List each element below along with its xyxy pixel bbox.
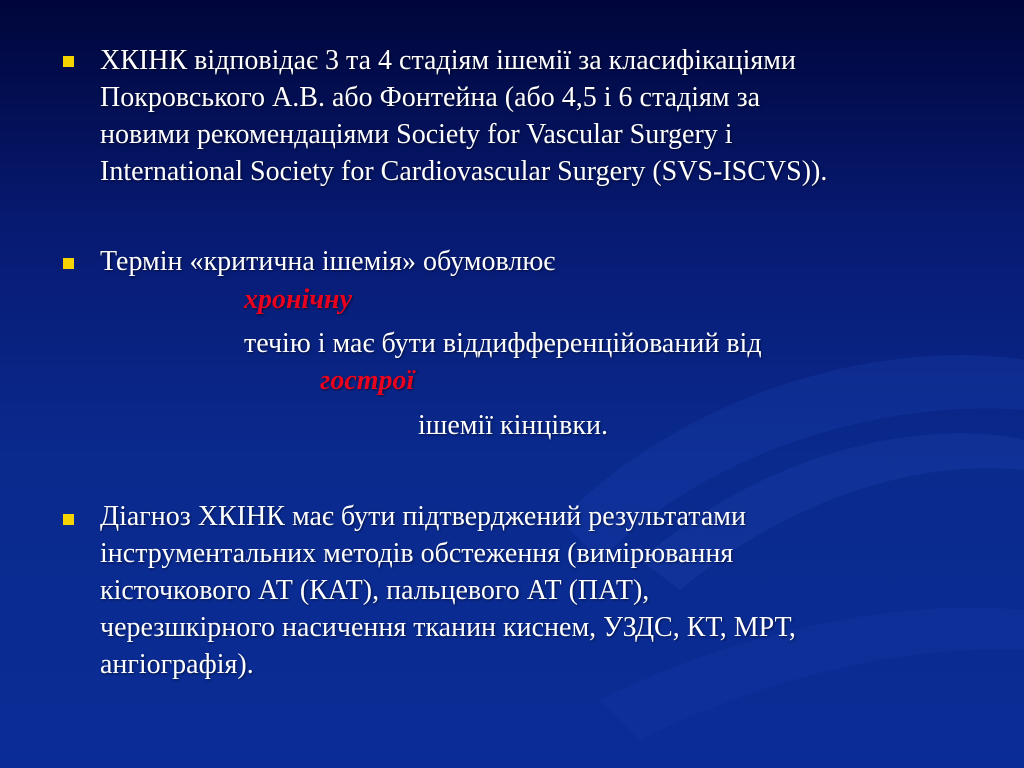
- bullet-2-line-1: Термін «критична ішемія» обумовлює: [100, 246, 556, 277]
- bullet-3-line-5: ангіографія).: [100, 649, 254, 680]
- bullet-3-line-1: Діагноз ХКІНК має бути підтверджений результатами: [100, 501, 746, 532]
- bullet-1-line-4: International Society for Cardiovascular Surgery (SVS-ISCVS)).: [100, 156, 828, 187]
- bullet-3-line-3: кісточкового АТ (КАТ), пальцевого АТ (ПАТ),: [100, 575, 650, 606]
- bullet-1-line-1: ХКІНК відповідає 3 та 4 стадіям ішемії за класифікаціями: [100, 45, 796, 76]
- bullet-1-line-3: новими рекомендаціями Society for Vascular Surgery і: [100, 119, 733, 150]
- bullet-marker: [63, 258, 74, 269]
- bullet-marker: [63, 514, 74, 525]
- bullet-1-line-2: Покровського А.В. або Фонтейна (або 4,5 і 6 стадіям за: [100, 82, 761, 113]
- bullet-3-line-4: черезшкірного насичення тканин киснем, УЗДС, КТ, МРТ,: [100, 612, 796, 643]
- bullet-2-line-3: ішемії кінцівки.: [418, 410, 608, 441]
- bullet-3-line-2: інструментальних методів обстеження (вимірювання: [100, 538, 734, 569]
- bullet-marker: [63, 56, 74, 67]
- bullet-2-line-2: течію і має бути віддифференційований від: [244, 328, 762, 359]
- emphasis-acute: гострої: [320, 365, 415, 396]
- emphasis-chronic: хронічну: [244, 284, 352, 315]
